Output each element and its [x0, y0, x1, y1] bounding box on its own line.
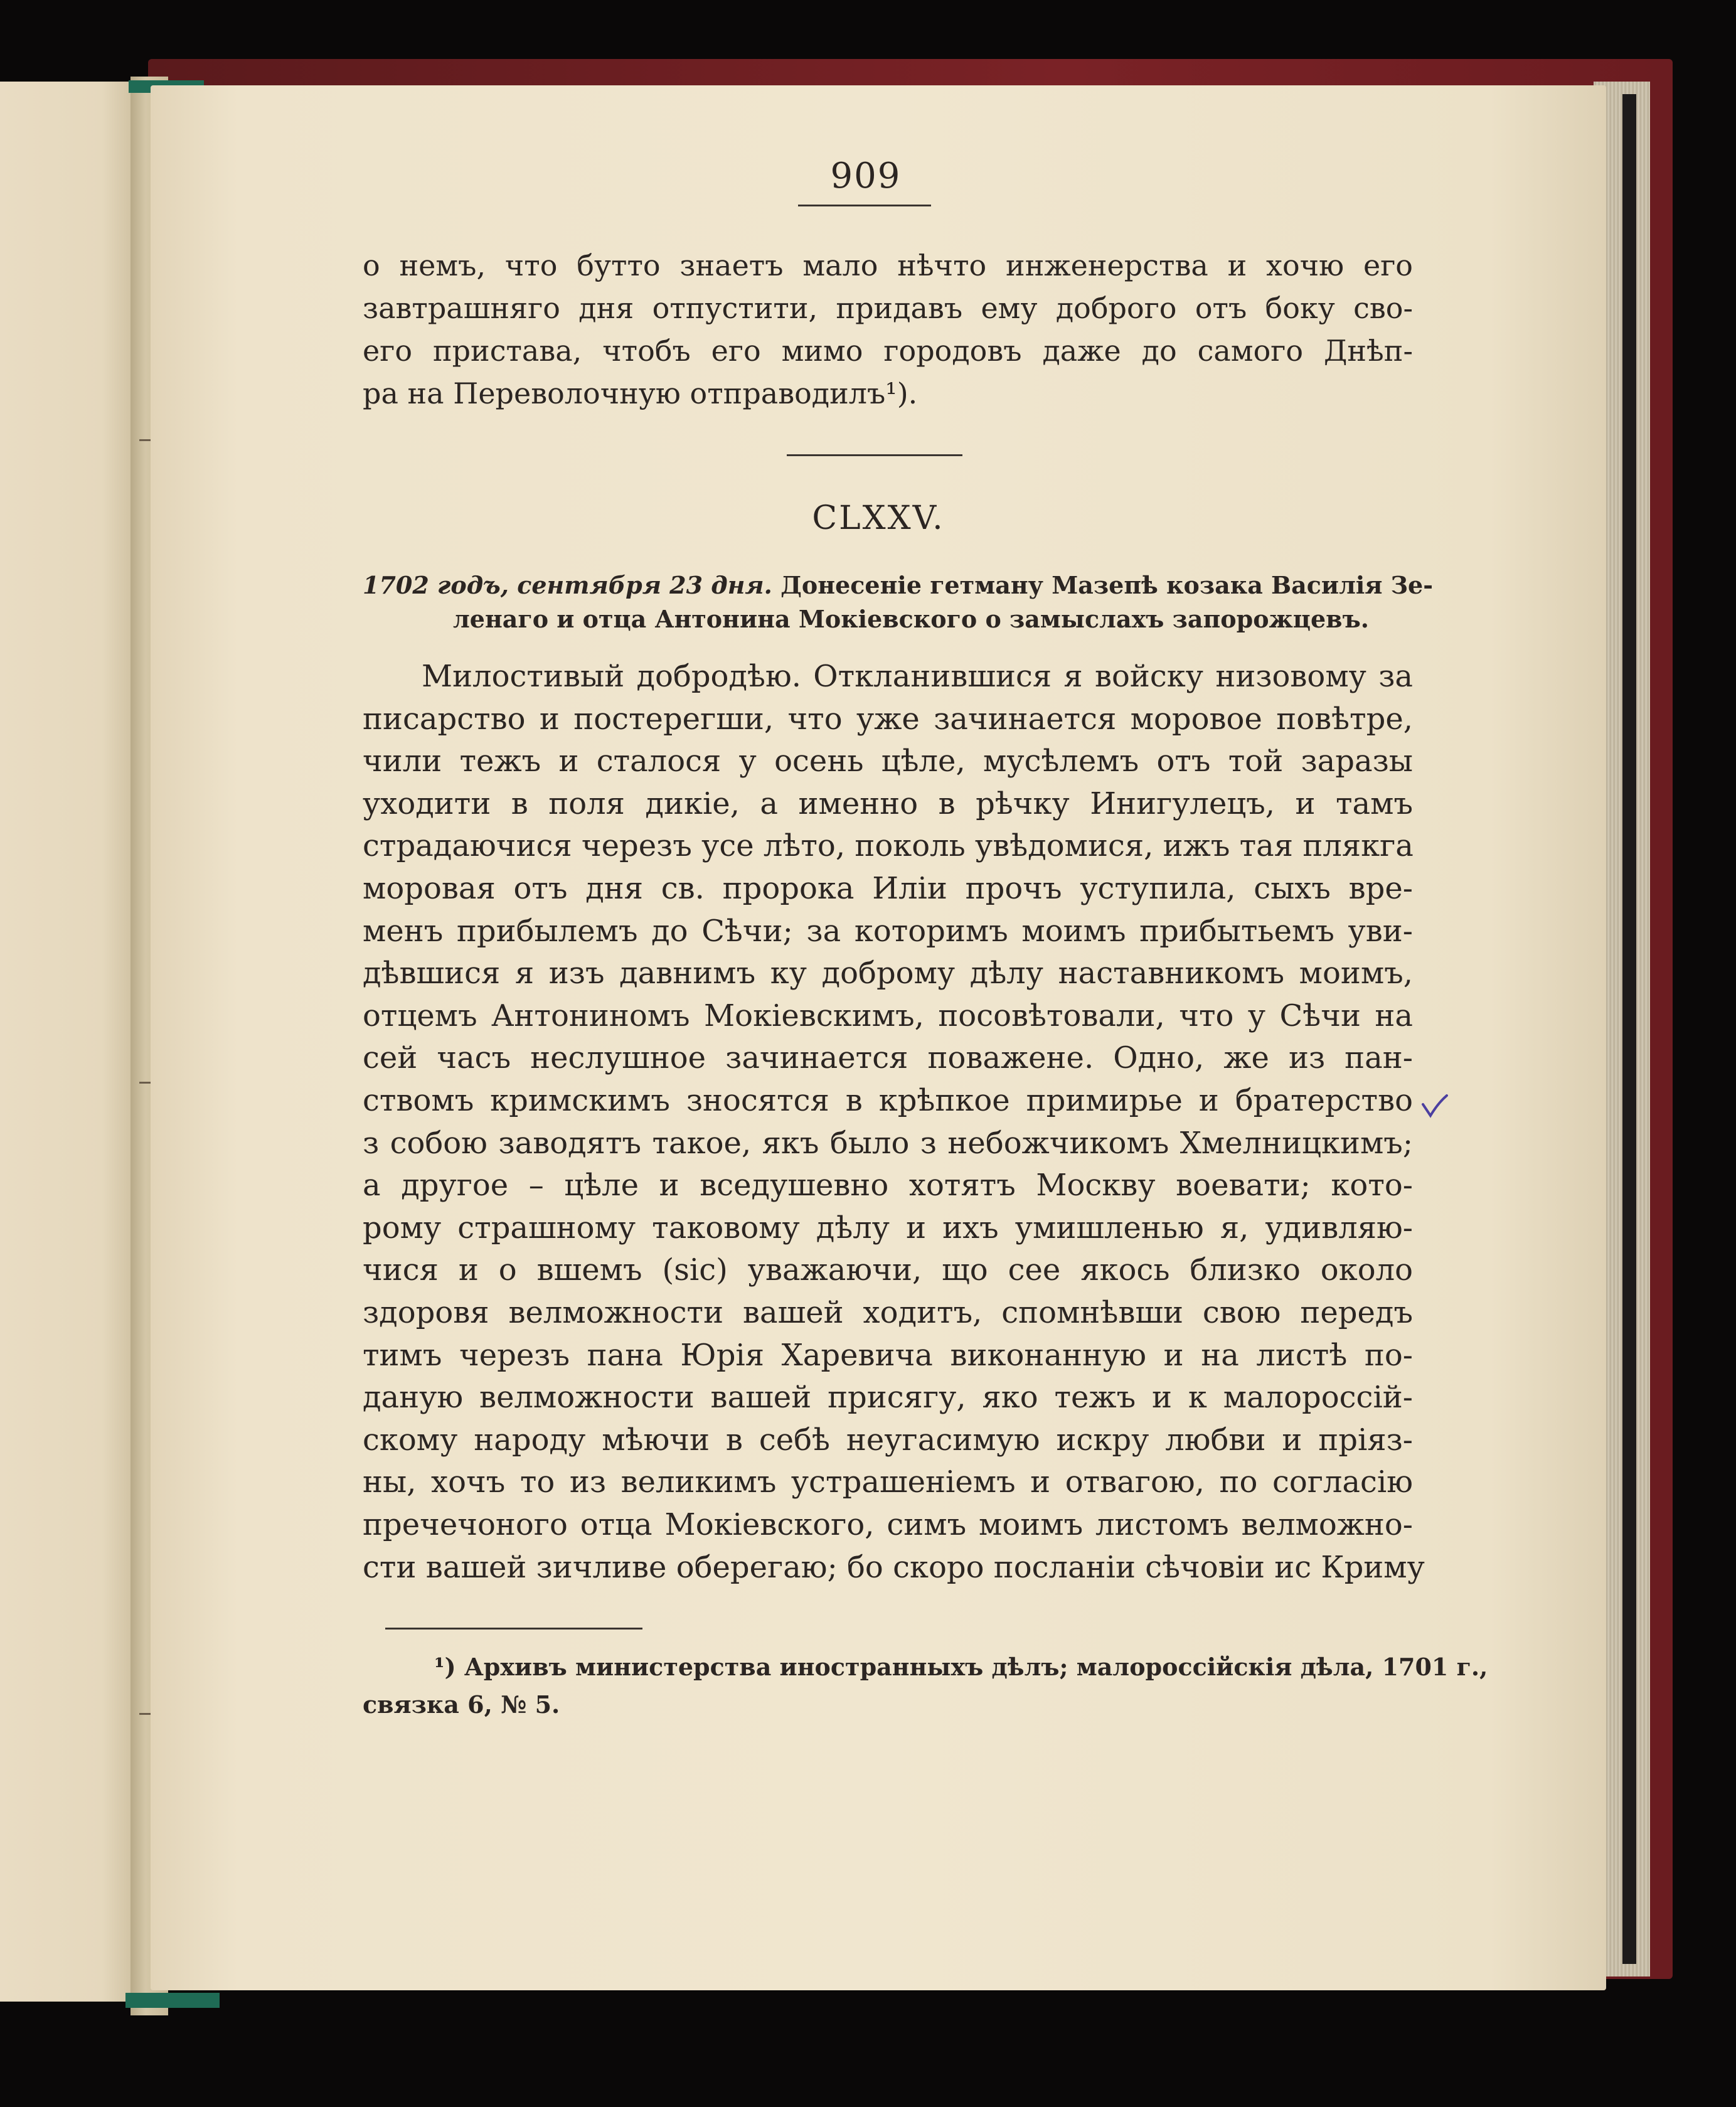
section-number: CLXXV.	[812, 499, 945, 537]
intro-line: о немъ, что бутто знаетъ мало нѣчто инженерства и хочю его	[363, 248, 1413, 282]
body-line: чили тежъ и сталося у осень цѣле, мусѣлемъ отъ той заразы	[363, 744, 1413, 779]
body-line: рому страшному таковому дѣлу и ихъ умишленью я, удивляю-	[363, 1210, 1413, 1246]
ribbon-bottom	[125, 1993, 220, 2008]
heading-title-line1: Донесеніе гетману Мазепѣ козака Василія Зе-	[780, 571, 1434, 599]
body-line: пречечоного отца Мокіевского, симъ моимъ листомъ велможно-	[363, 1507, 1413, 1542]
body-line: даную велможности вашей присягу, яко тежъ и к малороссій-	[363, 1380, 1413, 1416]
body-line: з собою заводятъ такое, якъ было з небожчикомъ Хмелницкимъ;	[363, 1125, 1413, 1161]
body-line: здоровя велможности вашей ходитъ, спомнѣвши свою передъ	[363, 1295, 1413, 1330]
body-line: уходити в поля дикіе, а именно в рѣчку Инигулецъ, и тамъ	[363, 786, 1413, 821]
footnote-line: ¹) Архивъ министерства иностранныхъ дѣлъ; малороссійскія дѣла, 1701 г.,	[434, 1653, 1488, 1681]
heading-title-line2: ленаго и отца Антонина Мокіевского о замыслахъ запорожцевъ.	[453, 605, 1369, 633]
body-line: менъ прибылемъ до Сѣчи; за которимъ моимъ прибытьемъ уви-	[363, 913, 1413, 949]
body-line: тимъ черезъ пана Юрія Харевича виконанную и на листѣ по-	[363, 1337, 1413, 1373]
body-line: дѣвшися я изъ давнимъ ку доброму дѣлу наставникомъ моимъ,	[363, 956, 1413, 991]
body-line: отцемъ Антониномъ Мокіевскимъ, посовѣтовали, что у Сѣчи на	[363, 998, 1413, 1033]
section-divider	[787, 454, 962, 456]
body-line: Милостивый добродѣю. Откланившися я войску низовому за	[422, 659, 1413, 694]
page-block-shadow	[1622, 94, 1636, 1964]
page-number: 909	[830, 156, 902, 196]
body-line: а другое – цѣле и вседушевно хотятъ Москву воевати; кото-	[363, 1168, 1413, 1203]
body-line: скому народу мѣючи в себѣ неугасимую искру любви и пріяз-	[363, 1422, 1413, 1458]
footnote-line: связка 6, № 5.	[363, 1690, 560, 1719]
heading-date: 1702 годъ, сентября 23 дня.	[363, 571, 772, 599]
body-line: писарство и постерегши, что уже зачинается моровое повѣтре,	[363, 701, 1413, 737]
body-line: ны, хочъ то из великимъ устрашеніемъ и отвагою, по согласію	[363, 1464, 1413, 1500]
body-line: страдаючися черезъ усе лѣто, поколь увѣдомися, ижъ тая плякга	[363, 828, 1414, 864]
body-line: сей часъ неслушное зачинается поважене. Одно, же из пан-	[363, 1040, 1413, 1076]
intro-line: ра на Переволочную отправодилъ¹).	[363, 376, 918, 410]
body-line: моровая отъ дня св. пророка Илiи прочъ уступила, сыхъ вре-	[363, 871, 1413, 906]
check-mark-icon	[1419, 1091, 1449, 1121]
body-line: ствомъ кримскимъ зносятся в крѣпкое примирье и братерство	[363, 1083, 1413, 1118]
body-line: чися и о вшемъ (sic) уважаючи, що сее якось близко около	[363, 1252, 1413, 1288]
left-page	[0, 82, 146, 2002]
intro-line: завтрашняго дня отпустити, придавъ ему доброго отъ боку сво-	[363, 291, 1413, 325]
page-number-rule	[798, 205, 931, 206]
footnote-rule	[385, 1628, 642, 1630]
body-line: сти вашей зичливе оберегаю; бо скоро посланіи сѣчовіи ис Криму	[363, 1549, 1425, 1585]
document-heading	[363, 571, 1433, 599]
intro-line: его пристава, чтобъ его мимо городовъ даже до самого Днѣп-	[363, 334, 1413, 368]
